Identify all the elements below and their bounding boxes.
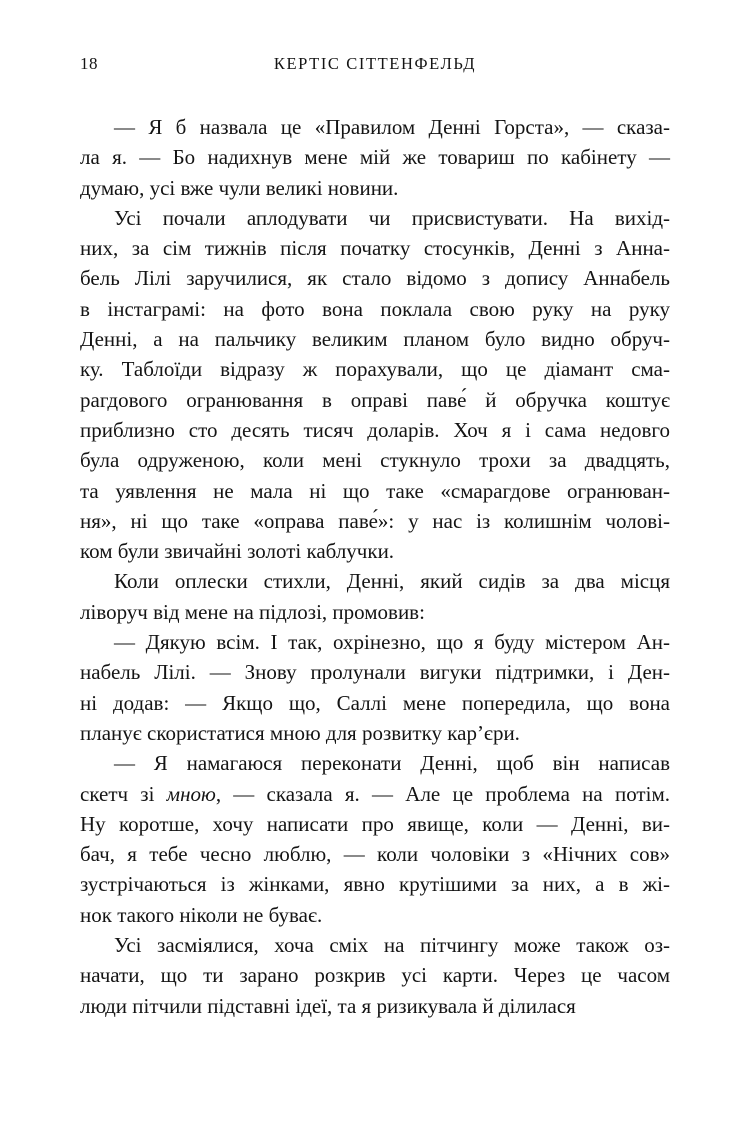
text-line: нок такого ніколи не буває. — [80, 902, 323, 927]
paragraph — [80, 748, 670, 930]
paragraph — [80, 566, 670, 627]
text-line: ку. Таблоїди відразу ж порахували, що це діамант сма- — [80, 357, 670, 382]
text-line: начати, що ти зарано розкрив усі карти. Через це часом — [80, 963, 670, 988]
text-line: ла я. — Бо надихнув мене мій же товариш по кабінету — — [80, 145, 670, 170]
text-line: в інстаграмі: на фото вона поклала свою руку на руку — [80, 296, 670, 321]
text-line: зустрічаються із жінками, явно крутішими за них, а в жі- — [80, 872, 670, 897]
page-number: 18 — [80, 54, 98, 73]
text-line: люди пітчили підставні ідеї, та я ризикувала й ділилася — [80, 993, 576, 1018]
text-line: ня», ні що таке «оправа паве́»: у нас із колишнім чолові- — [80, 508, 670, 533]
text-line: Ну коротше, хочу написати про явище, коли — Денні, ви- — [80, 811, 670, 836]
text-line: — Я намагаюся переконати Денні, щоб він написав — [114, 751, 670, 776]
paragraph — [80, 203, 670, 567]
text-line: була одруженою, коли мені стукнуло трохи за двадцять, — [80, 448, 670, 473]
text-line: Коли оплески стихли, Денні, який сидів за два місця — [114, 569, 670, 594]
text-run: скетч зі — [80, 781, 167, 806]
text-line: набель Лілі. — Знову пролунали вигуки підтримки, і Ден- — [80, 660, 670, 685]
text-line: них, за сім тижнів після початку стосунків, Денні з Анна- — [80, 236, 670, 261]
running-head — [80, 54, 670, 76]
text-line: — Я б назвала це «Правилом Денні Горста», — сказа- — [114, 115, 670, 139]
text-line — [80, 779, 670, 809]
text-line: планує скористатися мною для розвитку кар’єри. — [80, 720, 520, 745]
paragraph — [80, 112, 670, 203]
text-line: бель Лілі заручилися, як стало відомо з допису Аннабель — [80, 266, 670, 291]
text-line: ком були звичайні золоті каблучки. — [80, 539, 395, 564]
text-line: Денні, а на пальчику великим планом було видно обруч- — [80, 327, 670, 352]
italic-run: мною — [166, 781, 216, 806]
running-header-title: КЕРТІС СІТТЕНФЕЛЬД — [273, 54, 477, 73]
text-line: рагдового огранювання в оправі паве́ й обручка коштує — [80, 387, 670, 412]
text-line: бач, я тебе чесно люблю, — коли чоловіки з «Нічних сов» — [80, 842, 670, 867]
text-line: Усі почали аплодувати чи присвистувати. На вихід- — [114, 205, 670, 230]
body-text — [80, 112, 670, 1021]
paragraph — [80, 930, 670, 1021]
text-line: Усі засміялися, хоча сміх на пітчингу може також оз- — [114, 933, 670, 958]
text-run: , — сказала я. — Але це проблема на потім. — [215, 781, 670, 806]
text-line: думаю, усі вже чули великі новини. — [80, 175, 399, 200]
text-line: та уявлення не мала ні що таке «смарагдове огранюван- — [80, 478, 670, 503]
text-line: приблизно сто десять тисяч доларів. Хоч я і сама недовго — [80, 417, 670, 442]
text-line: ні додав: — Якщо що, Саллі мене попередила, що вона — [80, 690, 670, 715]
paragraph — [80, 627, 670, 748]
text-line: — Дякую всім. І так, охрінезно, що я буду містером Ан- — [114, 630, 670, 655]
text-line: ліворуч від мене на підлозі, промовив: — [80, 599, 425, 624]
